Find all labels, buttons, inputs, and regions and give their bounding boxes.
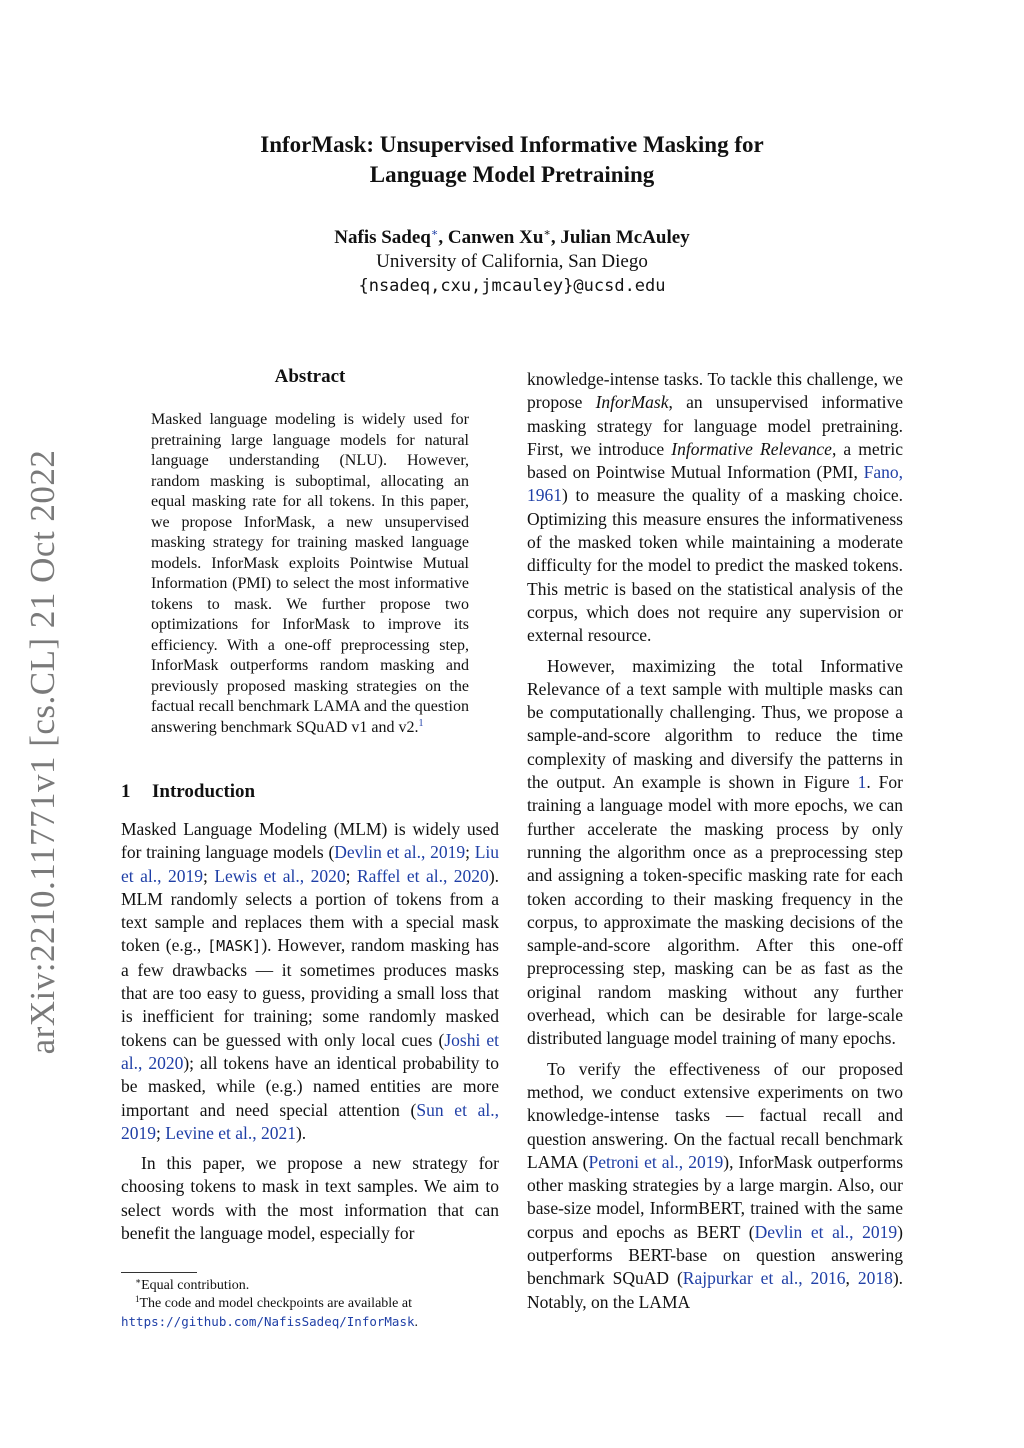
- section-number: 1: [121, 781, 131, 802]
- author-2: Canwen Xu: [447, 227, 544, 248]
- citation-devlin-2019-b[interactable]: Devlin et al., 2019: [754, 1221, 898, 1242]
- section-heading-introduction: [121, 781, 499, 803]
- arxiv-identifier-stamp: arXiv:2210.11771v1 [cs.CL] 21 Oct 2022: [23, 449, 62, 1055]
- intro-paragraph-1: Masked Language Modeling (MLM) is widely used for training language models (Devlin et al., 2019; Liu et al., 2019; Lewis et al., 2020; Raffel et al., 2020). MLM randomly selects a portion of tokens from a text sample and replaces them with a special mask token (e.g., [MASK]). However, random masking has a few drawbacks — it sometimes produces masks that are too easy to guess, providing a small loss that is inefficient for training; some randomly masked tokens can be guessed with only local cues (Joshi et al., 2020); all tokens have an identical probability to be masked, while (e.g.) named entities are more important and need special attention (Sun et al., 2019; Levine et al., 2021).: [121, 819, 500, 1143]
- citation-petroni-2019[interactable]: Petroni et al., 2019: [588, 1151, 724, 1172]
- author-emails: {nsadeq,cxu,jmcauley}@ucsd.edu: [358, 276, 666, 296]
- citation-rajpurkar-2016[interactable]: Rajpurkar et al., 2016: [682, 1268, 846, 1289]
- footnote-ref-1[interactable]: 1: [418, 717, 424, 729]
- section-title: Introduction: [152, 781, 256, 802]
- intro-paragraph-5: To verify the effectiveness of our proposed method, we conduct extensive experiments on two knowledge-intense tasks — factual recall and question answering. On the factual recall benchmark LAMA (Petroni et al., 2019), InforMask outperforms other masking strategies by a large margin. Also, our base-size model, InformBERT, trained with the same corpus and epochs as BERT (Devlin et al., 2019) outperforms BERT-base on question answering benchmark SQuAD (Rajpurkar et al., 2016, 2018). Notably, on the LAMA: [527, 1058, 904, 1312]
- term-informask: InforMask: [595, 392, 669, 413]
- footnote-code-availability: $^1$The code and model checkpoints are available at https://github.com/NafisSadeq/InforMask.: [121, 1294, 418, 1330]
- author-3: Julian McAuley: [560, 227, 690, 248]
- author-separator: ,: [550, 227, 561, 248]
- citation-rajpurkar-2018[interactable]: 2018: [857, 1268, 893, 1289]
- intro-paragraph-3: knowledge-intense tasks. To tackle this challenge, we propose InforMask, an unsupervised informative masking strategy for language model pretraining. First, we introduce Informative Relevance, a metric based on Pointwise Mutual Information (PMI, Fano, 1961) to measure the quality of a masking choice. Optimizing this measure ensures the informativeness of the masked token while maintaining a moderate difficulty for the model to predict the masked tokens. This metric is based on the statistical analysis of the corpus, which does not require any supervision or external resource.: [527, 369, 904, 646]
- footnote-equal-contribution: ∗Equal contribution.: [135, 1276, 250, 1293]
- right-column-body: [527, 368, 903, 1314]
- left-column-body: [121, 818, 499, 1245]
- equal-contribution-mark-1[interactable]: ∗: [430, 227, 439, 239]
- citation-raffel-2020[interactable]: Raffel et al., 2020: [356, 865, 489, 886]
- affiliation: University of California, San Diego: [376, 251, 648, 272]
- author-1: Nafis Sadeq: [334, 227, 431, 248]
- citation-lewis-2020[interactable]: Lewis et al., 2020: [214, 865, 346, 886]
- equal-contribution-mark-2: ∗: [543, 227, 551, 239]
- author-names: [0, 226, 1024, 250]
- intro-paragraph-4: However, maximizing the total Informative Relevance of a text sample with multiple masks can be computationally challenging. Thus, we propose a sample-and-score algorithm to reduce the time complexity of masking and diversify the patterns in the output. An example is shown in Figure 1. For training a language model with more epochs, we can further accelerate the masking process by only running the algorithm once as a preprocessing step and assigning a token-specific masking rate for each token according to their masking frequency in the corpus, to approximate the masking decisions of the sample-and-score algorithm. After this one-off preprocessing step, masking can be as fast as the original random masking without any further overhead, which can be desirable for large-scale distributed language model training of many epochs.: [527, 655, 903, 1049]
- code-repository-link[interactable]: https://github.com/NafisSadeq/InforMask: [121, 1314, 415, 1329]
- footnote-divider: [121, 1272, 197, 1273]
- abstract-heading: Abstract: [274, 366, 346, 387]
- citation-fano-1961[interactable]: Fano, 1961: [527, 462, 903, 506]
- figure-ref-1[interactable]: 1: [857, 772, 867, 793]
- citation-devlin-2019[interactable]: Devlin et al., 2019: [334, 842, 466, 863]
- abstract-body: [151, 410, 469, 738]
- term-informative-relevance: Informative Relevance: [671, 438, 832, 459]
- citation-liu-2019[interactable]: Liu et al., 2019: [121, 842, 499, 886]
- title-line-1: InforMask: Unsupervised Informative Masking for: [260, 132, 764, 157]
- footnotes: [121, 1277, 503, 1332]
- citation-joshi-2020[interactable]: Joshi et al., 2020: [121, 1029, 499, 1073]
- title-line-2: Language Model Pretraining: [369, 162, 655, 187]
- author-block: [0, 226, 1024, 298]
- author-separator: ,: [438, 227, 448, 248]
- citation-levine-2021[interactable]: Levine et al., 2021: [165, 1122, 296, 1143]
- mask-token: [MASK]: [207, 937, 262, 956]
- paper-title: [0, 130, 1024, 190]
- intro-paragraph-2: In this paper, we propose a new strategy for choosing tokens to mask in text samples. We aim to select words with the most information that can benefit the language model, especially for: [121, 1153, 499, 1244]
- abstract-text: Masked language modeling is widely used for pretraining large language models for natural language understanding (NLU). However, random masking is suboptimal, allocating an equal masking rate for all tokens. In this paper, we propose InforMask, a new unsupervised masking strategy for training masked language models. InforMask exploits Pointwise Mutual Information (PMI) to select the most informative tokens to mask. We further propose two optimizations for InforMask to improve its efficiency. With a one-off preprocessing step, InforMask outperforms random masking and previously proposed masking strategies on the factual recall benchmark LAMA and the question answering benchmark SQuAD v1 and v2.: [151, 411, 469, 736]
- citation-sun-2019[interactable]: Sun et al., 2019: [121, 1099, 499, 1143]
